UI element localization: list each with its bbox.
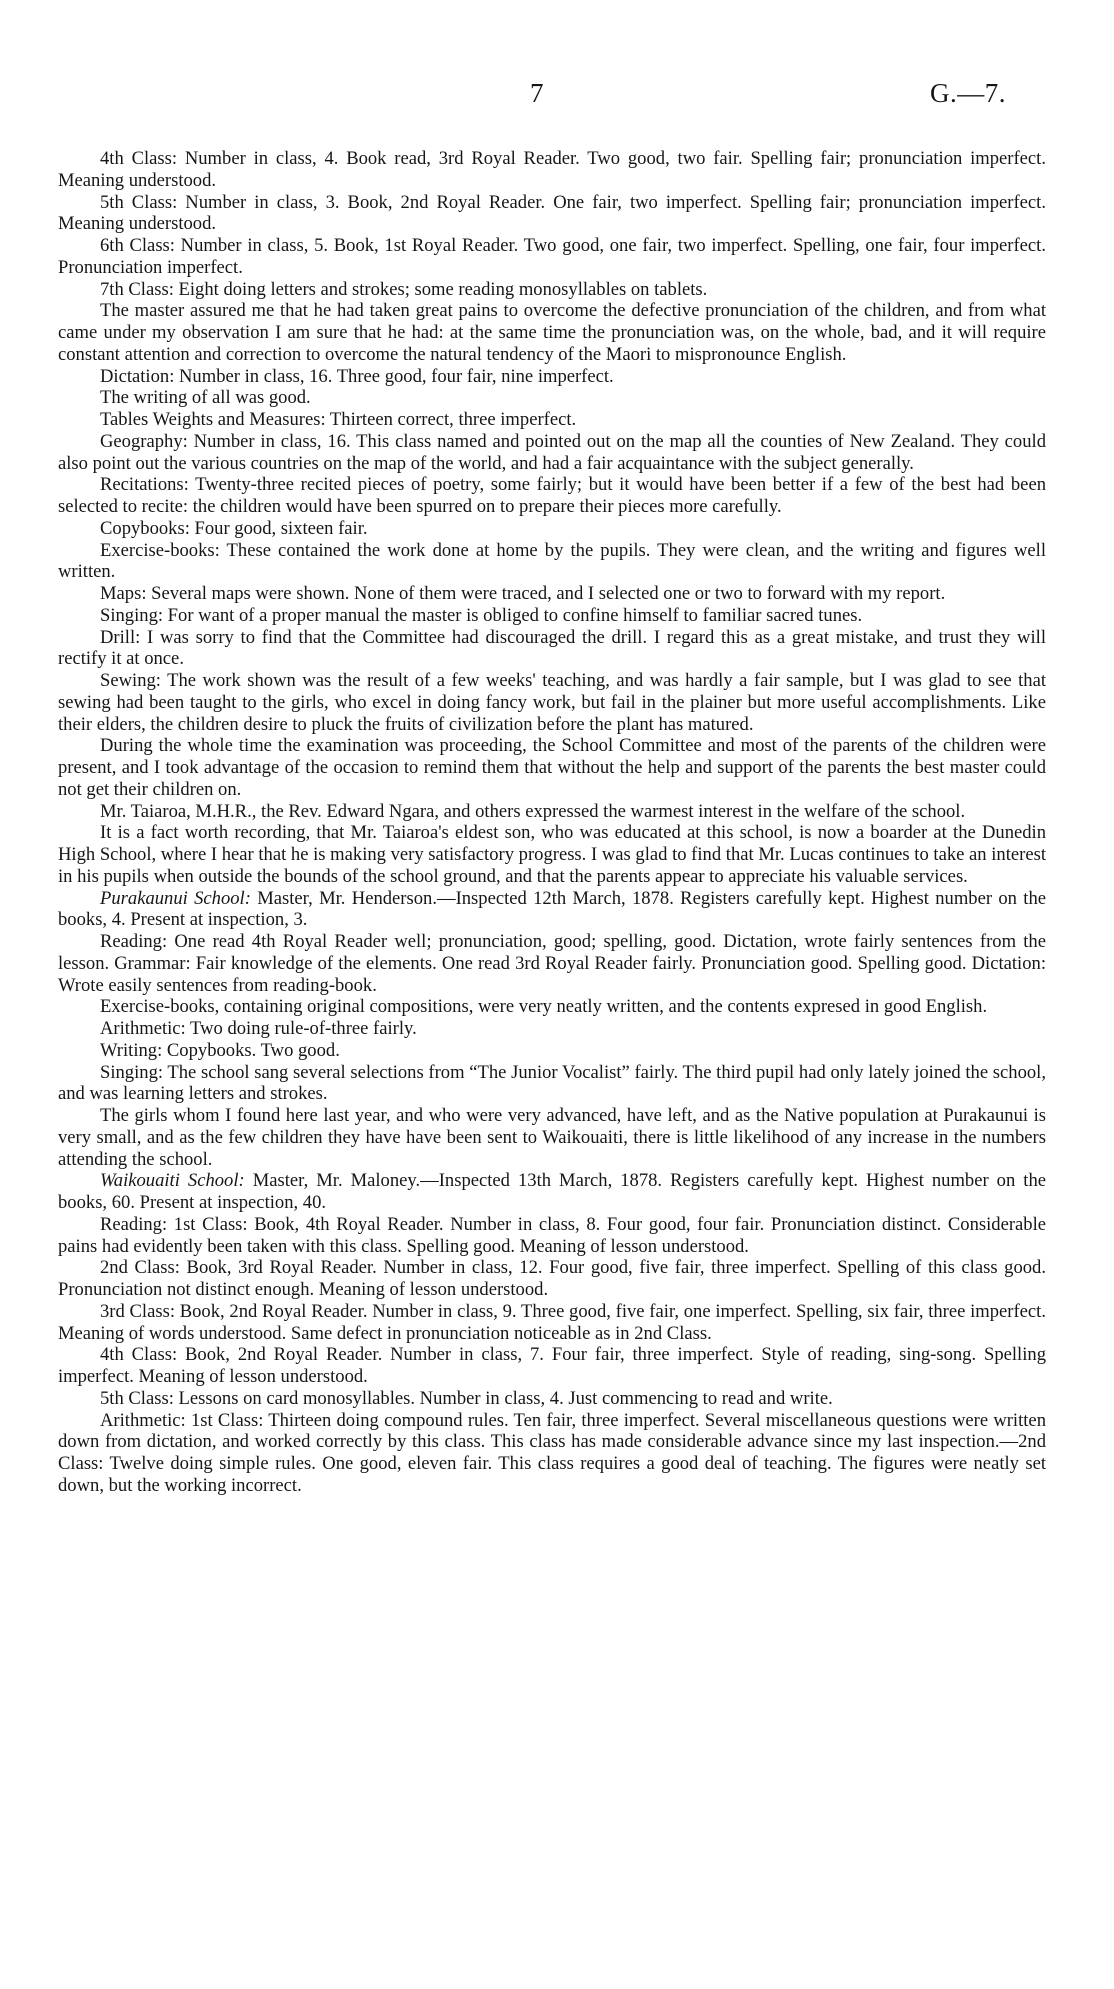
- paragraph: 4th Class: Book, 2nd Royal Reader. Number in class, 7. Four fair, three imperfect. Style of reading, sing-song. Spelling imperfect. Meaning of lesson understood.: [58, 1344, 1046, 1387]
- paragraph: 7th Class: Eight doing letters and strokes; some reading monosyllables on tablets.: [100, 278, 708, 300]
- paragraph: Arithmetic: 1st Class: Thirteen doing compound rules. Ten fair, three imperfect. Several miscellaneous questions were written down from dictation, and worked correctly by this class. This class has made considerable advance since my last inspection.—2nd Class: Twelve doing simple rules. One good, eleven fair. This class requires a good deal of teaching. The figures were neatly set down, but the working incorrect.: [58, 1409, 1046, 1496]
- school-heading: Purakaunui School:: [100, 887, 251, 909]
- paragraph: 3rd Class: Book, 2nd Royal Reader. Number in class, 9. Three good, five fair, one imperfect. Spelling, six fair, three imperfect. Meaning of words understood. Same defect in pronunciation noticeable as in 2nd Class.: [58, 1300, 1046, 1344]
- paragraph: Sewing: The work shown was the result of a few weeks' teaching, and was hardly a fair sample, but I was glad to see that sewing had been taught to the girls, who excel in doing fancy work, but fail in the plainer but more useful accomplishments. Like their elders, the children desire to pluck the fruits of civilization before the plant has matured.: [58, 670, 1046, 735]
- paragraph: Exercise-books, containing original compositions, were very neatly written, and the contents expresed in good English.: [100, 996, 988, 1018]
- paragraph: The writing of all was good.: [100, 387, 311, 409]
- paragraph: The girls whom I found here last year, and who were very advanced, have left, and as the Native population at Purakaunui is very small, and as the few children they have have been sent to Waikouaiti, there is little likelihood of any increase in the numbers attending the school.: [58, 1105, 1046, 1170]
- paragraph: Arithmetic: Two doing rule-of-three fairly.: [100, 1018, 417, 1039]
- paragraph: Drill: I was sorry to find that the Committee had discouraged the drill. I regard this as a great mistake, and trust they will rectify it at once.: [58, 626, 1046, 670]
- paragraph: Maps: Several maps were shown. None of them were traced, and I selected one or two to forward with my report.: [100, 583, 946, 604]
- paragraph: Mr. Taiaroa, M.H.R., the Rev. Edward Ngara, and others expressed the warmest interest in the welfare of the school.: [100, 800, 966, 822]
- paragraph: Exercise-books: These contained the work done at home by the pupils. They were clean, and the writing and figures well written.: [58, 539, 1046, 583]
- school-heading: Waikouaiti School:: [100, 1170, 245, 1192]
- paragraph: The master assured me that he had taken great pains to overcome the defective pronunciation of the children, and from what came under my observation I am sure that he had: at the same time the pronunciation was, on the whole, bad, and it will require constant attention and correction to overcome the natural tendency of the Maori to mispronounce English.: [58, 300, 1046, 365]
- paragraph: Singing: The school sang several selections from “The Junior Vocalist” fairly. The third pupil had only lately joined the school, and was learning letters and strokes.: [58, 1061, 1046, 1105]
- paragraph: Dictation: Number in class, 16. Three good, four fair, nine imperfect.: [100, 365, 614, 387]
- page-number: 7: [530, 78, 544, 108]
- paragraph: Geography: Number in class, 16. This class named and pointed out on the map all the counties of New Zealand. They could also point out the various countries on the map of the world, and had a fair acquaintance with the subject generally.: [58, 430, 1046, 474]
- paragraph: 4th Class: Number in class, 4. Book read, 3rd Royal Reader. Two good, two fair. Spelling fair; pronunciation imperfect. Meaning understood.: [58, 148, 1046, 191]
- paragraph: Reading: 1st Class: Book, 4th Royal Reader. Number in class, 8. Four good, four fair. Pronunciation distinct. Considerable pains had evidently been taken with this class. Spelling good. Meaning of lesson understood.: [58, 1213, 1046, 1257]
- paragraph: 2nd Class: Book, 3rd Royal Reader. Number in class, 12. Four good, five fair, three imperfect. Spelling of this class good. Pronunciation not distinct enough. Meaning of lesson understood.: [58, 1257, 1046, 1300]
- paragraph: 5th Class: Lessons on card monosyllables. Number in class, 4. Just commencing to read and write.: [100, 1387, 833, 1409]
- paragraph: Singing: For want of a proper manual the master is obliged to confine himself to familiar sacred tunes.: [100, 604, 863, 626]
- body-text: [58, 148, 1046, 1497]
- paragraph: Recitations: Twenty-three recited pieces of poetry, some fairly; but it would have been better if a few of the best had been selected to recite: the children would have been spurred on to prepare their pieces more carefully.: [58, 474, 1046, 517]
- paragraph: Copybooks: Four good, sixteen fair.: [100, 517, 368, 539]
- paragraph: Reading: One read 4th Royal Reader well; pronunciation, good; spelling, good. Dictation, wrote fairly sentences from the lesson. Grammar: Fair knowledge of the elements. One read 3rd Royal Reader fairly. Pronunciation good. Spelling good. Dictation: Wrote easily sentences from reading-book.: [58, 931, 1046, 996]
- page-header: [0, 78, 1114, 112]
- document-reference: G.—7.: [930, 78, 1006, 108]
- school-section-paragraph: Purakaunui School: Master, Mr. Henderson.—Inspected 12th March, 1878. Registers carefully kept. Highest number on the books, 4. Present at inspection, 3.: [58, 887, 1046, 931]
- paragraph: During the whole time the examination was proceeding, the School Committee and most of the parents of the children were present, and I took advantage of the occasion to remind them that without the help and support of the parents the best master could not get their children on.: [58, 735, 1046, 800]
- paragraph: 6th Class: Number in class, 5. Book, 1st Royal Reader. Two good, one fair, two imperfect. Spelling, one fair, four imperfect. Pronunciation imperfect.: [58, 235, 1046, 278]
- school-section-paragraph: Waikouaiti School: Master, Mr. Maloney.—Inspected 13th March, 1878. Registers carefully kept. Highest number on the books, 60. Present at inspection, 40.: [58, 1170, 1046, 1213]
- paragraph: Writing: Copybooks. Two good.: [100, 1039, 340, 1061]
- paragraph: Tables Weights and Measures: Thirteen correct, three imperfect.: [100, 409, 577, 430]
- paragraph: It is a fact worth recording, that Mr. Taiaroa's eldest son, who was educated at this school, is now a boarder at the Dunedin High School, where I hear that he is making very satisfactory progress. I was glad to find that Mr. Lucas continues to take an interest in his pupils when outside the bounds of the school ground, and that the parents appear to appreciate his valuable services.: [58, 822, 1046, 887]
- paragraph: 5th Class: Number in class, 3. Book, 2nd Royal Reader. One fair, two imperfect. Spelling fair; pronunciation imperfect. Meaning understood.: [58, 191, 1046, 235]
